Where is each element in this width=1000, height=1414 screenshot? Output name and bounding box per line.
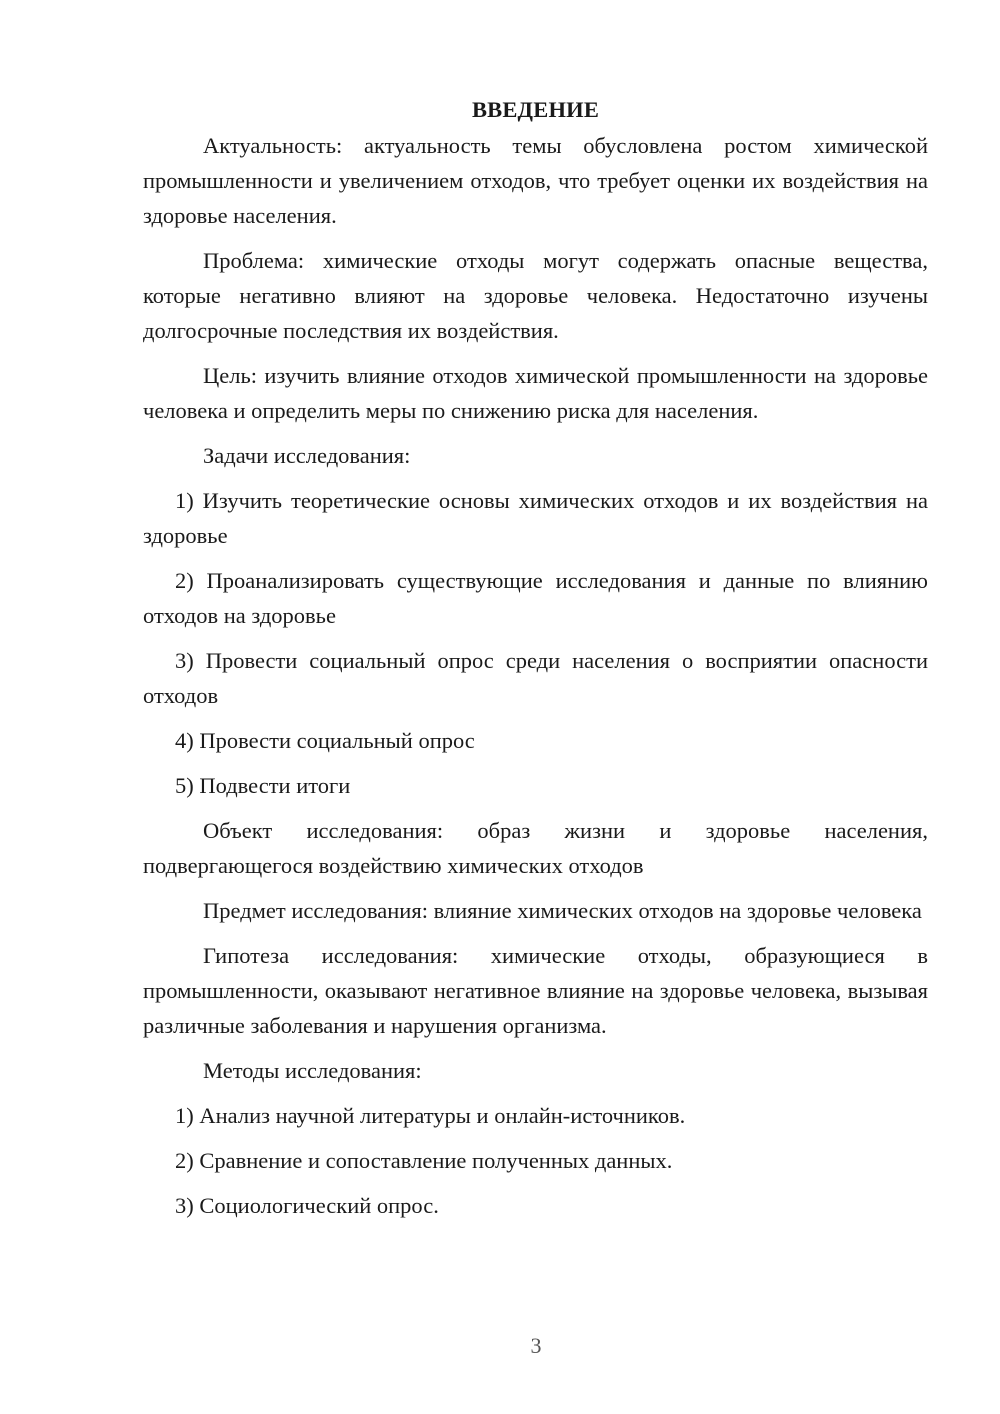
list-item: 5) Подвести итоги xyxy=(175,773,351,798)
paragraph-goal: Цель: изучить влияние отходов химической промышленности на здоровье человека и определить меры по снижению риска для населения. xyxy=(143,363,928,423)
list-item: 1) Изучить теоретические основы химических отходов и их воздействия на здоровье xyxy=(143,488,928,548)
page-content xyxy=(143,95,928,1233)
paragraph-subject: Предмет исследования: влияние химических отходов на здоровье человека xyxy=(203,898,922,923)
paragraph-object: Объект исследования: образ жизни и здоровье населения, подвергающегося воздействию химических отходов xyxy=(143,818,928,878)
paragraph-hypothesis: Гипотеза исследования: химические отходы, образующиеся в промышленности, оказывают негативное влияние на здоровье человека, вызывая различные заболевания и нарушения организма. xyxy=(143,943,928,1038)
list-item: 1) Анализ научной литературы и онлайн-источников. xyxy=(175,1103,686,1128)
paragraph-actuality: Актуальность: актуальность темы обусловлена ростом химической промышленности и увеличением отходов, что требует оценки их воздействия на здоровье населения. xyxy=(143,133,928,228)
list-item: 3) Социологический опрос. xyxy=(175,1193,439,1218)
page-number: 3 xyxy=(530,1333,542,1358)
list-item: 2) Сравнение и сопоставление полученных данных. xyxy=(175,1148,673,1173)
list-item: 4) Провести социальный опрос xyxy=(175,728,475,753)
tasks-heading: Задачи исследования: xyxy=(203,443,411,468)
tasks-list xyxy=(143,483,928,803)
list-item: 2) Проанализировать существующие исследования и данные по влиянию отходов на здоровье xyxy=(143,568,928,628)
paragraph-problem: Проблема: химические отходы могут содержать опасные вещества, которые негативно влияют на здоровье человека. Недостаточно изучены долгосрочные последствия их воздействия. xyxy=(143,248,928,343)
section-title: ВВЕДЕНИЕ xyxy=(471,97,600,122)
methods-list xyxy=(143,1098,928,1223)
list-item: 3) Провести социальный опрос среди населения о восприятии опасности отходов xyxy=(143,648,928,708)
methods-heading: Методы исследования: xyxy=(203,1058,422,1083)
